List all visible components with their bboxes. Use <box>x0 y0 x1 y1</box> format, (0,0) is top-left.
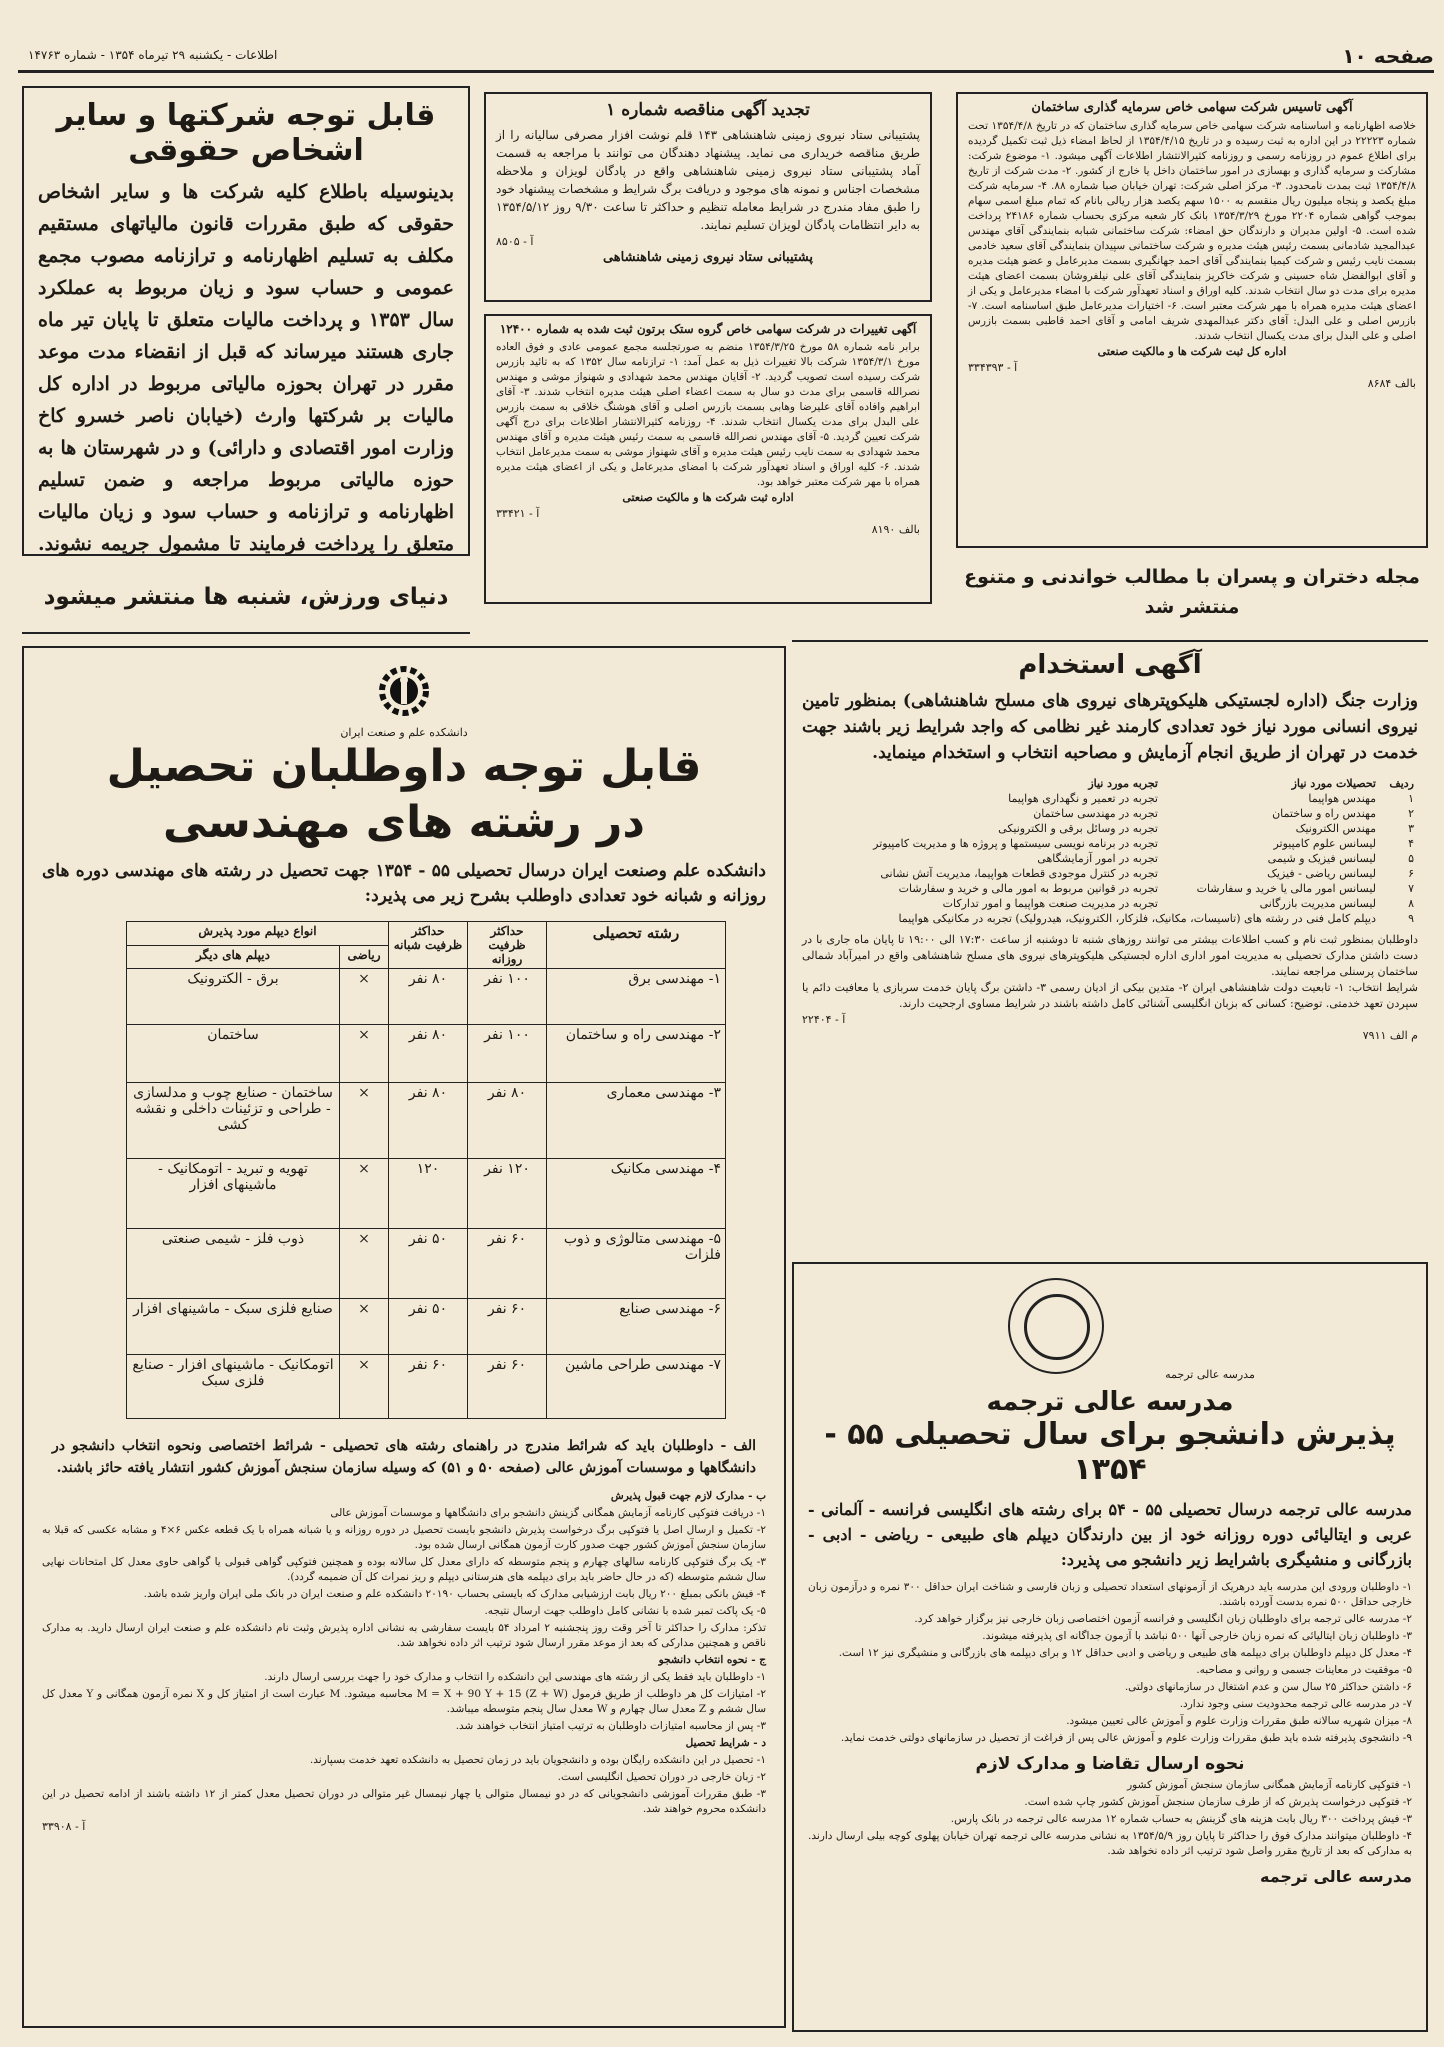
jobs-intro: وزارت جنگ (اداره لجستیکی هلیکوپترهای نیروی های مسلح شاهنشاهی) بمنظور تامین نیروی انسانی مورد نیاز خود تعدادی کارمند غیر نظامی که واجد شرایط زیر باشند جهت خدمت در تهران از طریق انجام آزمایش و مصاحبه انتخاب و استخدام مینماید. <box>802 691 1418 763</box>
cell-other: صنایع فلزی سبک - ماشینهای افزار <box>127 1299 340 1355</box>
uni-details <box>42 1489 766 1817</box>
tax-notice <box>22 86 470 556</box>
list-item: ۲- مدرسه عالی ترجمه برای داوطلبان زبان انگلیسی و فرانسه آزمون اختصاصی زبان خارجی نیز برگزار خواهد کرد. <box>914 1613 1412 1625</box>
cell-other: اتومکانیک - ماشینهای افزار - صنایع فلزی سبک <box>127 1355 340 1419</box>
cell-edu: مهندس راه و ساختمان <box>1272 807 1376 820</box>
sports-rule <box>22 632 470 634</box>
uni-ref: آ - ۳۳۹۰۸ <box>42 1820 86 1833</box>
trans-docs <box>808 1778 1412 1859</box>
list-item: ۴- داوطلبان میتوانند مدارک فوق را حداکثر تا پایان روز ۱۳۵۴/۵/۹ به نشانی مدرسه عالی ترجمه تهران خیابان پهلوی کوچه بیلی ارسال دارند. به مدارکی که بعد از تاریخ مقرر واصل شود ترتیب اثر داده نخواهد شد. <box>808 1830 1412 1857</box>
table-row <box>802 911 1418 926</box>
detail-line: ۴- فیش بانکی بمبلغ ۲۰۰ ریال بابت ارزشیابی مدارک که بایستی بحساب ۲۰۱۹۰ دانشکده علم و صنعت ایران در بانک ملی ایران واریز شده باشد. <box>143 1588 766 1600</box>
changes-body: برابر نامه شماره ۵۸ مورخ ۱۳۵۴/۳/۲۵ منضم به صورتجلسه مجمع عمومی عادی و فوق العاده مورخ ۱۳۵۴/۳/۱ شرکت بالا تغییرات ذیل به عمل آمد: ۱- ترازنامه سال ۱۳۵۲ که به تائید بازرس شرکت رسیده است تصویب گردید. ۲- آقایان مهندس محمد شهدادی و شهنواز موشی و مهندس نصرالله قاسمی برای مدت دو سال به سمت اعضاء اصلی هیئت مدیره انتخاب شدند. ۳- آقای ابراهیم وافاده آقای علیرضا وهابی بسمت بازرس اصلی و آقای هوشنگ خلاقی به سمت بازرس علی البدل برای مدت یکسال انتخاب شدند. ۴- روزنامه کثیرالانتشار اطلاعات برای درج آگهی شرکت تعیین گردید. ۵- آقای مهندس نصرالله قاسمی به سمت رئیس هیئت مدیره و آقای مهندس محمد شهدادی به سمت نایب رئیس هیئت مدیره و آقای شهنواز موشی به سمت مدیرعامل انتخاب شدند. ۶- کلیه اوراق و اسناد تعهدآور شرکت با امضای مدیرعامل و یکی از اعضای هیئت مدیره همراه با مهر شرکت معتبر خواهد بود. <box>496 341 920 488</box>
cell-night: ۶۰ نفر <box>389 1355 468 1419</box>
cell-no: ۴ <box>1408 837 1414 850</box>
list-item: ۴- معدل کل دیپلم داوطلبان برای دیپلمه های طبیعی و ریاضی و ادبی حداقل ۱۲ و برای دیپلمه های بازرگانی و منشیگری نیز ۱۲ است. <box>838 1647 1412 1659</box>
page-number: صفحه ۱۰ <box>1342 44 1434 68</box>
cell-no: ۲ <box>1408 807 1414 820</box>
list-item: ۶- داشتن حداکثر ۲۵ سال سن و عدم اشتغال در سازمانهای دولتی. <box>1124 1681 1412 1693</box>
list-item: ۵- موفقیت در معاینات جسمی و روانی و مصاحبه. <box>1196 1664 1412 1676</box>
cell-day: ۶۰ نفر <box>468 1299 547 1355</box>
cell-night: ۵۰ نفر <box>389 1299 468 1355</box>
translation-notice <box>792 1262 1428 2032</box>
cell-day: ۱۰۰ نفر <box>468 1025 547 1083</box>
trans-logo-block <box>808 1274 1412 1374</box>
cell-exp: تجربه در تعمیر و نگهداری هواپیما <box>1008 792 1158 805</box>
cell-other: تهویه و تبرید - اتومکانیک - ماشینهای افزار <box>127 1159 340 1229</box>
masthead: اطلاعات - یکشنبه ۲۹ تیرماه ۱۳۵۴ - شماره ۱۴۷۶۳ <box>28 48 278 62</box>
list-item: ۹- دانشجوی پذیرفته شده باید طبق مقررات وزارت علوم و آموزش عالی پس از فراغت از تحصیل در سازمانهای دولتی خدمت نماید. <box>840 1732 1412 1744</box>
trans-title-1: مدرسه عالی ترجمه <box>986 1387 1234 1417</box>
changes-code: بالف ۸۱۹۰ <box>871 523 920 536</box>
th-field: رشته تحصیلی <box>547 922 726 969</box>
cell-no: ۳ <box>1408 822 1414 835</box>
cell-math: × <box>340 1299 389 1355</box>
cell-day: ۶۰ نفر <box>468 1355 547 1419</box>
jobs-code: م الف ۷۹۱۱ <box>1362 1029 1418 1042</box>
cell-edu: لیسانس علوم کامپیوتر <box>1273 837 1376 850</box>
cell-exp: تجربه در امور آزمایشگاهی <box>1037 852 1158 865</box>
detail-line: ب - مدارک لازم جهت قبول پذیرش <box>610 1490 766 1502</box>
tender-notice <box>484 92 932 302</box>
cell-field: ۵- مهندسی متالوژی و ذوب فلزات <box>547 1229 726 1299</box>
detail-line: ۱- تحصیل در این دانشکده رایگان بوده و دانشجویان باید در زمان تحصیل به دانشکده تعهد خدمت بسپارند. <box>309 1754 766 1766</box>
trans-docs-title: نحوه ارسال تقاضا و مدارک لازم <box>975 1754 1245 1774</box>
detail-line: ۱- داوطلبان باید فقط یکی از رشته های مهندسی این دانشکده را انتخاب و مدارک خود را جهت بررسی ارسال دارند. <box>264 1671 766 1683</box>
cell-field: ۲- مهندسی راه و ساختمان <box>547 1025 726 1083</box>
uni-title-1: قابل توجه داوطلبان تحصیل <box>106 741 702 792</box>
jobs-title: آگهی استخدام <box>1018 650 1202 680</box>
cell-other: ساختمان - صنایع چوب و مدلسازی - طراحی و تزئینات داخلی و نقشه کشی <box>127 1083 340 1159</box>
table-row <box>127 1355 726 1419</box>
uni-logo-caption: دانشکده علم و صنعت ایران <box>340 726 468 739</box>
cell-day: ۱۲۰ نفر <box>468 1159 547 1229</box>
detail-line: ۲- زبان خارجی در دوران تحصیل انگلیسی است. <box>557 1771 766 1783</box>
cell-edu: مهندس هواپیما <box>1308 792 1376 805</box>
cell-no: ۷ <box>1408 882 1414 895</box>
detail-line: ۳- پس از محاسبه امتیازات داوطلبان به ترتیب امتیاز انتخاب خواهند شد. <box>455 1720 766 1732</box>
cell-night: ۸۰ نفر <box>389 1025 468 1083</box>
header-rule <box>18 70 1434 73</box>
company-code: بالف ۸۶۸۴ <box>1367 377 1416 390</box>
detail-line: ۳- طبق مقررات آموزشی دانشجویانی که در دو نیمسال متوالی یا چهار نیمسال غیر متوالی در دوران تحصیل معدل کمتر از ۱۲ داشته باشند از ادامه تحصیل در این دانشکده محروم خواهند شد. <box>42 1788 766 1815</box>
cell-no: ۸ <box>1408 897 1414 910</box>
cell-other: برق - الکترونیک <box>127 969 340 1025</box>
list-item: ۷- در مدرسه عالی ترجمه محدودیت سنی وجود ندارد. <box>1179 1698 1412 1710</box>
jobs-notice <box>792 640 1428 1260</box>
cell-field: ۶- مهندسی صنایع <box>547 1299 726 1355</box>
trans-logo-caption: مدرسه عالی ترجمه <box>1165 1368 1255 1381</box>
table-row <box>127 969 726 1025</box>
cell-math: × <box>340 1159 389 1229</box>
cell-other: ذوب فلز - شیمی صنعتی <box>127 1229 340 1299</box>
uni-notice <box>22 646 786 2028</box>
list-item: ۸- میزان شهریه سالانه طبق مقررات وزارت علوم و آموزش عالی تعیین میشود. <box>1066 1715 1412 1727</box>
th-edu: تحصیلات مورد نیاز <box>1291 777 1376 790</box>
cell-field: ۳- مهندسی معماری <box>547 1083 726 1159</box>
list-item: ۲- فتوکپی درخواست پذیرش که از طرف سازمان سنجش آموزش کشور چاپ شده است. <box>1024 1796 1412 1808</box>
tender-ref: آ - ۸۵۰۵ <box>496 235 534 248</box>
cell-edu: لیسانس فیزیک و شیمی <box>1267 852 1376 865</box>
company-body: خلاصه اظهارنامه و اساسنامه شرکت سهامی خاص سرمایه گذاری ساختمان که در تاریخ ۱۳۵۴/۴/۸ تحت شماره ۲۲۲۲۳ در این اداره به ثبت رسیده و در تاریخ ۱۳۵۴/۴/۱۵ از لحاظ امضاء ذیل ثبت تکمیل گردیده برای اطلاع عموم در روزنامه رسمی و روزنامه کثیرالانتشار اطلاعات آگهی میشود. ۱- موضوع شرکت: مشارکت و سرمایه گذاری و بهسازی در امور ساختمان داخل یا خارج از کشور. ۲- مدت شرکت از تاریخ ۱۳۵۴/۴/۸ ثبت بمدت نامحدود. ۳- مرکز اصلی شرکت: تهران خیابان صبا شماره ۸۸. ۴- سرمایه شرکت مبلغ یکصد و پنجاه میلیون ریال منقسم به ۱۵۰۰ سهم یکصد هزار ریالی بانام که تمام مبلغ اسمی سهام بموجب گواهی شماره ۲۲۰۴ مورخ ۱۳۵۴/۳/۲۹ بانک کار شعبه مرکزی بحساب شماره ۲۴۱۸۶ پرداخت شده است. ۵- اولین مدیران و دارندگان حق امضاء: شرکت ساختمانی شبابه بنمایندگی آقای مهندس عبدالمجید شادمانی بسمت رئیس هیئت مدیره و شرکت ساختمانی سپیدان بنمایندگی آقای سعید خادمی بسمت نایب رئیس و شرکت کیمیا بنمایندگی آقای احمد جهانگیری بسمت مدیرعامل و عضو هیئت مدیره و آقای ابوالفضل شاه حسینی و شرکت خاکریز بنمایندگی آقای علی نیلفروشان بسمت اعضای هیئت مدیره برای مدت دو سال انتخاب شدند. کلیه اوراق و اسناد تعهدآور شرکت با امضاء مدیرعامل و یکی از اعضای هیئت مدیره همراه با مهر شرکت معتبر است. ۶- اختیارات مدیرعامل طبق اساسنامه است. ۷- بازرس اصلی و علی البدل: آقای دکتر عبدالمهدی شریف امامی و آقای احمد قاطبی بسمت بازرس اصلی و علی البدل برای مدت یکسال انتخاب شدند. <box>968 120 1417 342</box>
table-row <box>802 896 1418 911</box>
th-night: حداکثر ظرفیت شبانه <box>389 922 468 969</box>
detail-line: ج - نحوه انتخاب دانشجو <box>658 1654 766 1666</box>
changes-title: آگهی تغییرات در شرکت سهامی خاص گروه ستک برتون ثبت شده به شماره ۱۲۴۰۰ <box>499 322 917 336</box>
table-row <box>802 866 1418 881</box>
table-row <box>127 1229 726 1299</box>
admission-table-header <box>127 922 726 946</box>
jobs-ref: آ - ۲۲۴۰۴ <box>802 1013 846 1026</box>
list-item: ۱- فتوکپی کارنامه آزمایش همگانی سازمان سنجش آموزش کشور <box>1127 1779 1412 1791</box>
cell-night: ۸۰ نفر <box>389 1083 468 1159</box>
cell-field: ۷- مهندسی طراحی ماشین <box>547 1355 726 1419</box>
detail-line: ۱- دریافت فتوکپی کارنامه آزمایش همگانی گزینش دانشجو برای دانشگاهها و موسسات آموزش عالی <box>330 1507 766 1519</box>
detail-line: ۲- امتیازات کل هر داوطلب از طریق فرمول M = X + 90 Y + 15 (Z + W) محاسبه میشود. M عبارت است از امتیاز کل و X نمره آزمون همگانی و Y معدل کل سال ششم و Z معدل سال چهارم و W معدل سال پنجم متوسطه میباشد. <box>42 1688 766 1715</box>
cell-no: ۱ <box>1408 792 1414 805</box>
cell-exp: تجربه در مهندسی ساختمان <box>1033 807 1158 820</box>
trans-signature: مدرسه عالی ترجمه <box>1260 1867 1412 1886</box>
jobs-body: داوطلبان بمنظور ثبت نام و کسب اطلاعات بیشتر می توانند روزهای شنبه تا دوشنبه از ساعت ۱۷:۳۰ الی ۱۹:۰۰ تا پایان ماه جاری با در دست داشتن مدارک تحصیلی به مدیریت امور اداری اداره لجستیکی هلیکوپترهای نیروی های مسلح شاهنشاهی واقع در امیرآباد شمالی ساختمان پرسنلی مراجعه نمایند. <box>802 933 1418 978</box>
table-row <box>802 821 1418 836</box>
tender-signature: پشتیبانی ستاد نیروی زمینی شاهنشاهی <box>602 250 814 265</box>
detail-line: د - شرایط تحصیل <box>685 1737 766 1749</box>
table-row <box>802 851 1418 866</box>
table-row <box>127 1299 726 1355</box>
jobs-conditions: شرایط انتخاب: ۱- تابعیت دولت شاهنشاهی ایران ۲- متدین بیکی از ادیان رسمی ۳- داشتن برگ پایان خدمت سربازی یا معافیت دائم یا سپردن تعهد خدمتی. توضیح: کسانی که بزبان انگلیسی آشنائی کامل داشته باشند در شرایط مساوی ارجحیت دارند. <box>802 981 1418 1010</box>
uni-title-2: در رشته های مهندسی <box>163 797 645 848</box>
emblem-icon <box>1008 1278 1104 1374</box>
detail-line: تذکر: مدارک را حداکثر تا آخر وقت روز پنجشنبه ۲ امرداد ۵۴ بایست سفارشی به نشانی اداره پذیرش وثبت نام دانشکده علم و صنعت ایران ارسال دارید. به مدارک ناقص و همچنین مدارکی که بعد از موعد مقرر ارسال شود ترتیب اثر داده نخواهد شد. <box>42 1622 766 1649</box>
cell-math: × <box>340 1355 389 1419</box>
cell-math: × <box>340 1025 389 1083</box>
tender-title: تجدید آگهی مناقصه شماره ۱ <box>606 100 810 120</box>
tender-body: پشتیبانی ستاد نیروی زمینی شاهنشاهی ۱۴۳ قلم نوشت افزار مصرفی سالیانه را از طریق مناقصه خریداری می نماید. پیشنهاد دهندگان می توانند با مراجعه به قسمت آماد پشتیبانی ستاد نیروی زمینی شاهنشاهی واقع در پادگان لویزان و ملاحظه مشخصات اجناس و نمونه های موجود و دریافت برگ شرایط و مشخصات پیشنهاد خود را طبق مفاد مندرج در شرایط معامله تنظیم و حداکثر تا ساعت ۹/۳۰ روز ۱۳۵۴/۵/۱۲ به دایر انتظامات پادگان لویزان تسلیم نمایند. <box>496 128 921 232</box>
table-row <box>802 836 1418 851</box>
company-notice <box>956 92 1428 548</box>
cell-math: × <box>340 969 389 1025</box>
magazine-notice: مجله دختران و پسران با مطالب خواندنی و متنوع منتشر شد <box>964 566 1420 618</box>
list-item: ۳- داوطلبان زبان ایتالیائی که نمره زبان خارجی آنها ۵۰۰ نباشد با آزمون جداگانه ای پذیرفته میشوند. <box>982 1630 1412 1642</box>
cell-day: ۸۰ نفر <box>468 1083 547 1159</box>
trans-intro: مدرسه عالی ترجمه درسال تحصیلی ۵۵ - ۵۴ برای رشته های انگلیسی فرانسه - آلمانی - عربی و ایتالیائی دوره روزانه خود از بین دارندگان دیپلم های طبیعی - ریاضی - ادبی - بازرگانی و منشیگری باشرایط زیر دانشجو می پذیرد: <box>808 1500 1413 1569</box>
admission-table <box>126 921 726 1419</box>
uni-note: الف - داوطلبان باید که شرائط مندرج در راهنمای رشته های تحصیلی - شرائط اختصاصی ونحوه انتخاب دانشجو در دانشگاهها و موسسات آموزش عالی (صفحه ۵۰ و ۵۱) که وسیله سازمان سنجش آموزش کشور انتشار یافته حائز باشند. <box>52 1438 756 1476</box>
table-row <box>127 1025 726 1083</box>
cell-no: ۹ <box>1408 912 1414 925</box>
cell-exp: تجربه در مدیریت صنعت هواپیما و امور تدارکات <box>942 897 1158 910</box>
cell-field: ۴- مهندسی مکانیک <box>547 1159 726 1229</box>
cell-night: ۱۲۰ <box>389 1159 468 1229</box>
th-other: دیپلم های دیگر <box>127 945 340 969</box>
th-math: ریاضی <box>340 945 389 969</box>
company-ref: آ - ۳۳۴۳۹۳ <box>968 361 1018 374</box>
th-exp: تجربه مورد نیاز <box>1088 777 1158 790</box>
cell-edu: لیسانس ریاضی - فیزیک <box>1267 867 1376 880</box>
cell-edu: دیپلم کامل فنی در رشته های (تاسیسات، مکانیک، فلزکار، الکترونیک، هیدرولیک) تجربه در مکانیکی هواپیما <box>898 912 1376 925</box>
cell-math: × <box>340 1083 389 1159</box>
tax-title: قابل توجه شرکتها و سایر اشخاص حقوقی <box>56 98 436 168</box>
cell-exp: تجربه در برنامه نویسی سیستمها و پروژه ها و مدیریت کامپیوتر <box>873 837 1158 850</box>
table-row <box>127 1083 726 1159</box>
th-day: حداکثر ظرفیت روزانه <box>468 922 547 969</box>
cell-day: ۱۰۰ نفر <box>468 969 547 1025</box>
list-item: ۱- داوطلبان ورودی این مدرسه باید درهریک از آزمونهای استعداد تحصیلی و زبان فارسی و شناخت ایران حداقل ۳۰۰ نمره و درآزمون زبان خارجی حداقل ۵۰۰ نمره بدست آورده باشند. <box>808 1581 1413 1608</box>
cell-night: ۸۰ نفر <box>389 969 468 1025</box>
detail-line: ۲- تکمیل و ارسال اصل یا فتوکپی برگ درخواست پذیرش دانشجو بایست تحصیل در دوره روزانه و یا شبانه همراه با یک قطعه عکس ۶×۴ و مشابه عکسی که قبلا به سازمان سنجش آموزش کشور جهت صدور کارت آزمون همگانی ارسال شده بود. <box>42 1524 766 1551</box>
company-signature: اداره کل ثبت شرکت ها و مالکیت صنعتی <box>1097 345 1287 358</box>
uni-logo-block <box>42 660 766 739</box>
table-row <box>127 1159 726 1229</box>
changes-ref: آ - ۳۳۴۲۱ <box>496 507 540 520</box>
company-title: آگهی تاسیس شرکت سهامی خاص سرمایه گذاری ساختمان <box>1031 100 1353 115</box>
tax-body: بدینوسیله باطلاع کلیه شرکت ها و سایر اشخاص حقوقی که طبق مقررات قانون مالیاتهای مستقیم مکلف به تسلیم اظهارنامه و ترازنامه مصوب مجمع عمومی و حساب سود و زیان مربوط به عملکرد سال ۱۳۵۳ و پرداخت مالیات متعلق تا پایان تیر ماه جاری هستند میرساند که قبل از انقضاء مدت موعد مقرر در تهران بحوزه مالیاتی مربوط در اداره کل مالیات بر شرکتها وارث (خیابان ناصر خسرو کاخ وزارت امور اقتصادی و دارائی) و در شهرستان ها به حوزه مالیاتی مربوط مراجعه و ضمن تسلیم اظهارنامه و ترازنامه و حساب سود و زیان مالیات متعلق را پرداخت فرمایند تا مشمول جریمه نشوند. <box>38 181 454 555</box>
detail-line: ۳- یک برگ فتوکپی کارنامه سالهای چهارم و پنجم متوسطه که دارای معدل کل سالانه بوده و همچنین فتوکپی گواهی قبولی یا گواهی حاوی معدل کل امتحانات نهایی سال ششم متوسطه (که در حال حاضر باید برای دیپلمه های هنرستانی دیپلم و ریز نمرات کل آن ضمیمه گردد). <box>42 1556 766 1583</box>
table-row <box>802 806 1418 821</box>
cell-exp: تجربه در کنترل موجودی قطعات هواپیما، مدیریت آتش نشانی <box>880 867 1158 880</box>
uni-intro: دانشکده علم وصنعت ایران درسال تحصیلی ۵۵ - ۱۳۵۴ جهت تحصیل در رشته های مهندسی دوره های روزانه و شبانه خود تعدادی داوطلب بشرح زیر می پذیرد: <box>42 861 766 906</box>
trans-title-2: پذیرش دانشجو برای سال تحصیلی ۵۵ - ۱۳۵۴ <box>824 1417 1396 1487</box>
cell-no: ۶ <box>1408 867 1414 880</box>
cell-math: × <box>340 1229 389 1299</box>
sports-notice: دنیای ورزش، شنبه ها منتشر میشود <box>43 584 449 610</box>
table-row <box>802 881 1418 896</box>
changes-signature: اداره ثبت شرکت ها و مالکیت صنعتی <box>622 491 794 504</box>
cell-night: ۵۰ نفر <box>389 1229 468 1299</box>
detail-line: ۵- یک پاکت تمبر شده با نشانی کامل داوطلب جهت ارسال نتیجه. <box>484 1605 766 1617</box>
jobs-table <box>802 776 1418 926</box>
cell-exp: تجربه در قوانین مربوط به امور مالی و خرید و سفارشات <box>898 882 1158 895</box>
cell-edu: لیسانس امور مالی یا خرید و سفارشات <box>1196 882 1376 895</box>
cell-edu: لیسانس مدیریت بازرگانی <box>1259 897 1376 910</box>
cell-field: ۱- مهندسی برق <box>547 969 726 1025</box>
cell-edu: مهندس الکترونیک <box>1295 822 1376 835</box>
changes-notice <box>484 314 932 604</box>
table-row <box>802 791 1418 806</box>
th-row: ردیف <box>1389 777 1414 790</box>
cell-no: ۵ <box>1408 852 1414 865</box>
cell-exp: تجربه در وسائل برقی و الکترونیکی <box>998 822 1158 835</box>
jobs-table-header <box>802 776 1418 791</box>
th-diploma: انواع دیپلم مورد پذیرش <box>127 922 389 946</box>
trans-items <box>808 1580 1412 1746</box>
list-item: ۳- فیش پرداخت ۳۰۰ ریال بابت هزینه های گزینش به حساب شماره ۱۲ مدرسه عالی ترجمه در بانک پارس. <box>950 1813 1412 1825</box>
gear-logo-icon <box>369 660 439 722</box>
cell-other: ساختمان <box>127 1025 340 1083</box>
cell-day: ۶۰ نفر <box>468 1229 547 1299</box>
